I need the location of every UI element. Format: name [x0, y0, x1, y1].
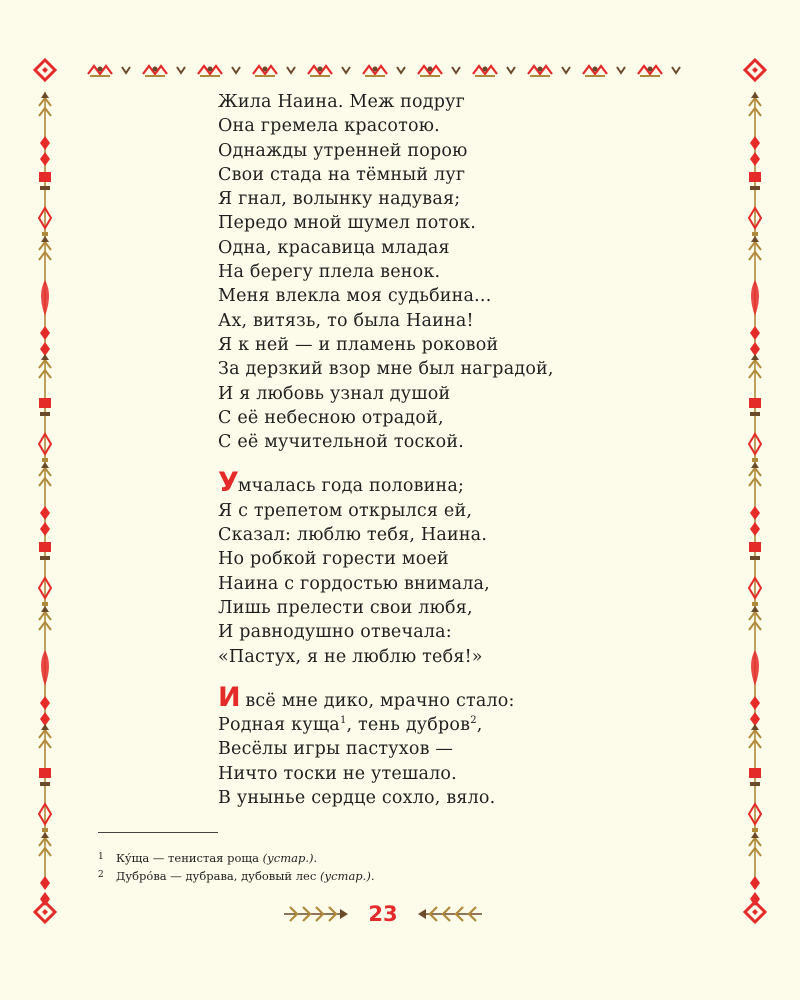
top-ornament — [418, 66, 442, 76]
left-ornament-column — [39, 92, 51, 906]
footnote-ref: 1 — [339, 715, 347, 727]
poem-line: Сказал: люблю тебя, Наина. — [218, 525, 488, 546]
poem-line: Однажды утренней порою — [218, 140, 468, 161]
poem-line-text: , — [476, 715, 483, 736]
footnote-end: . — [370, 869, 375, 883]
poem-line: Лишь прелести свои любя, — [218, 597, 473, 618]
top-ornament — [363, 66, 387, 76]
side-ornament — [749, 542, 761, 560]
poem-line: И я любовь узнал душой — [218, 383, 451, 404]
right-ornament-column — [749, 92, 761, 906]
footnote-2 — [98, 867, 698, 885]
poem-text — [218, 90, 678, 829]
footnote-ref: 2 — [470, 715, 477, 727]
stanza-3 — [218, 681, 678, 810]
side-ornament — [751, 650, 759, 686]
poem-line-text: всё мне дико, мрачно стало: — [239, 690, 515, 711]
poem-line: Я гнал, волынку надувая; — [218, 189, 461, 210]
top-ornament — [638, 66, 662, 76]
top-arrow — [617, 67, 625, 73]
drop-cap: И — [218, 681, 240, 713]
top-ornament — [198, 66, 222, 76]
poem-line: Меня влекла моя судьбина... — [218, 286, 492, 307]
top-arrow — [562, 67, 570, 73]
top-arrow — [672, 67, 680, 73]
poem-line: Одна, красавица младая — [218, 237, 450, 258]
side-ornament — [751, 280, 759, 316]
poem-line: Весёлы игры пастухов — — [218, 739, 454, 760]
poem-line: Передо мной шумел поток. — [218, 213, 477, 234]
poem-line: Она гремела красотою. — [218, 116, 440, 137]
top-arrow — [122, 67, 130, 73]
poem-line: Наина с гордостью внимала, — [218, 573, 490, 594]
footnotes — [98, 849, 698, 885]
footnote-number: 1 — [98, 852, 104, 862]
poem-line: Ничто тоски не утешало. — [218, 763, 457, 784]
side-ornament — [39, 398, 51, 416]
poem-line — [218, 467, 678, 499]
poem-line: В унынье сердце сохло, вяло. — [218, 788, 496, 809]
side-ornament — [749, 398, 761, 416]
poem-line: «Пастух, я не люблю тебя!» — [218, 646, 483, 667]
top-ornament — [143, 66, 167, 76]
side-ornament — [39, 172, 51, 190]
top-arrow — [397, 67, 405, 73]
poem-line: С её мучительной тоской. — [218, 432, 464, 453]
top-ornament — [88, 66, 112, 76]
top-arrow — [177, 67, 185, 73]
side-ornament — [41, 650, 49, 686]
top-ornament — [583, 66, 607, 76]
side-ornament — [749, 768, 761, 786]
poem-line: И равнодушно отвечала: — [218, 622, 452, 643]
top-arrow — [507, 67, 515, 73]
poem-line-text: Родная куща — [218, 715, 340, 736]
footnote-note: (устар.) — [319, 869, 371, 883]
poem-line: Но робкой горести моей — [218, 549, 449, 570]
top-ornament — [473, 66, 497, 76]
poem-line: Я к ней — и пламень роковой — [218, 334, 499, 355]
page-number: 23 — [368, 902, 398, 926]
side-ornament — [41, 280, 49, 316]
poem-line: Я с трепетом открылся ей, — [218, 500, 473, 521]
drop-cap: У — [218, 467, 238, 499]
poem-line — [218, 713, 678, 737]
side-ornament — [39, 768, 51, 786]
corner-diamond — [35, 60, 55, 80]
footnote-term: Ку́ща — [116, 851, 150, 865]
poem-line: Ах, витязь, то была Наина! — [218, 310, 474, 331]
poem-line: С её небесною отрадой, — [218, 407, 444, 428]
stanza-1 — [218, 90, 678, 454]
footnote-number: 2 — [98, 870, 104, 880]
poem-line: Жила Наина. Меж подруг — [218, 92, 465, 112]
footnote-text: — дубрава, дубовый лес — [166, 869, 320, 883]
side-ornament — [749, 172, 761, 190]
top-arrow — [287, 67, 295, 73]
poem-line: За дерзкий взор мне был наградой, — [218, 359, 554, 380]
footnote-1 — [98, 849, 698, 867]
top-ornament — [308, 66, 332, 76]
poem-line: На берегу плела венок. — [218, 262, 441, 283]
poem-line-text: , тень дубров — [346, 715, 471, 736]
top-arrow — [232, 67, 240, 73]
top-arrow — [452, 67, 460, 73]
poem-line — [218, 681, 678, 713]
arrow-ornament — [284, 907, 348, 921]
footnote-divider — [98, 832, 218, 833]
stanza-2 — [218, 467, 678, 668]
top-ornament — [528, 66, 552, 76]
footnote-note: (устар.) — [262, 851, 314, 865]
poem-line-text: мчалась года половина; — [237, 476, 465, 497]
poem-line: Свои стада на тёмный луг — [218, 164, 466, 185]
corner-diamond — [745, 60, 765, 80]
top-arrow — [342, 67, 350, 73]
top-ornament — [253, 66, 277, 76]
top-ornament-row — [88, 66, 680, 76]
footnote-text: — тенистая роща — [149, 851, 263, 865]
footnote-term: Дубро́ва — [116, 869, 167, 883]
side-ornament — [39, 542, 51, 560]
footnote-end: . — [313, 851, 318, 865]
arrow-ornament — [418, 907, 482, 921]
